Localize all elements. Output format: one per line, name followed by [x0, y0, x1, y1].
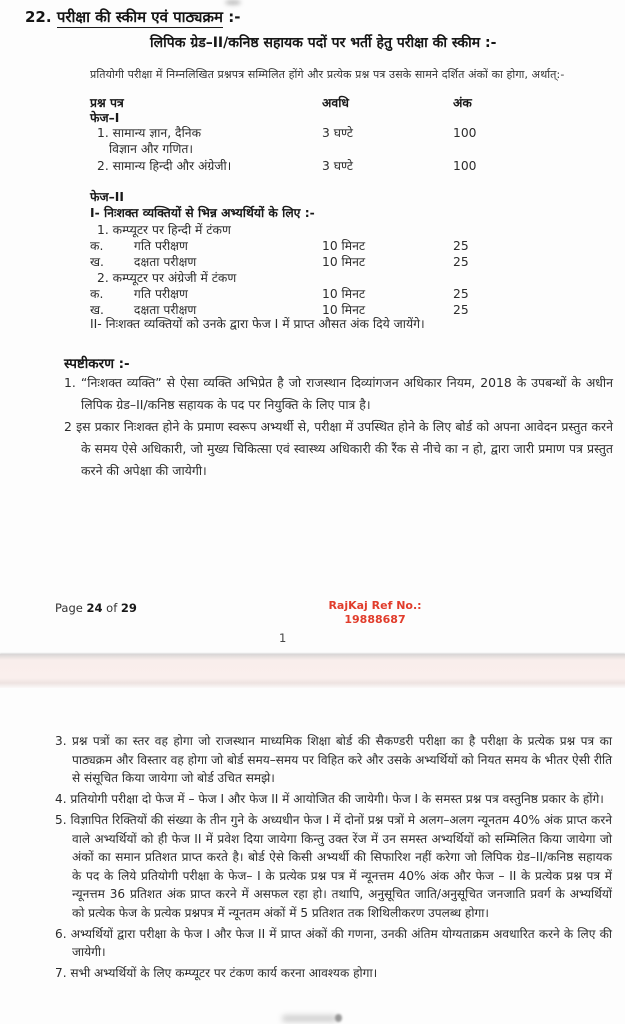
item-text: अभ्यर्थियों द्वारा परीक्षा के फेज I और फेज II में प्राप्त अंकों की गणना, उनकी अंतिम योग्यताक्रम अवधारित करने के लिए की जायेगी।	[70, 926, 612, 959]
page-number: Page 24 of 29	[55, 601, 137, 615]
duration-value: 3 घण्टे	[322, 126, 353, 140]
section-number: 22.	[25, 8, 52, 26]
notes-list	[55, 732, 612, 985]
clarification-item	[64, 416, 613, 482]
english-typing-label: 2. कम्प्यूटर पर अंग्रेजी में टंकण	[97, 271, 237, 285]
marks-value: 25	[453, 287, 469, 301]
phase2-section2-note: II- निःशक्त व्यक्तियों को उनके द्वारा फेज I में प्राप्त औसत अंक दिये जायेंगे।	[90, 317, 425, 331]
marks-value: 25	[453, 239, 469, 253]
item-number: 2	[64, 419, 72, 434]
hindi-typing-label: 1. कम्प्यूटर पर हिन्दी में टंकण	[97, 223, 231, 237]
rajkaj-ref-number: 19888687	[344, 613, 406, 626]
item-text: प्रतियोगी परीक्षा दो फेज में – फेज I और फेज II में आयोजित की जायेगी। फेज I के समस्त प्रश्न पत्र वस्तुनिष्ठ प्रकार के होंगे।	[70, 792, 604, 806]
marks-value: 100	[453, 126, 477, 140]
phase2-section1-heading: I- निःशक्त व्यक्तियों से भिन्न अभ्यर्थियों के लिए :-	[90, 206, 315, 220]
item-number: 6.	[55, 926, 67, 941]
test-name: दक्षता परीक्षण	[133, 303, 197, 317]
section-title-colon: :-	[222, 8, 241, 26]
test-name: गति परीक्षण	[133, 239, 188, 253]
item-number: 5.	[55, 813, 67, 827]
phase2-label: फेज–II	[90, 190, 124, 204]
duration-value: 10 मिनट	[322, 287, 366, 301]
duration-value: 3 घण्टे	[322, 159, 353, 173]
paper-name: 1. सामान्य ज्ञान, दैनिक	[97, 126, 202, 140]
item-text: “निःशक्त व्यक्ति” से ऐसा व्यक्ति अभिप्रेत है जो राजस्थान दिव्यांगजन अधिकार नियम, 2018 के उपबन्धों के अधीन लिपिक ग्रेड–II/कनिष्ठ सहायक के पद पर नियुक्ति के लिए पात्र है।	[80, 375, 613, 412]
clarification-item	[64, 372, 613, 416]
col-marks-header: अंक	[453, 96, 472, 110]
rajkaj-ref	[326, 599, 424, 627]
item-number: 3.	[55, 734, 67, 748]
list-item	[55, 925, 612, 962]
item-text: प्रश्न पत्रों का स्तर वह होगा जो राजस्थान माध्यमिक शिक्षा बोर्ड की सैकण्डरी परीक्षा का है परीक्षा के प्रत्येक प्रश्न पत्र का पाठ्यक्रम और विस्तार वह होगा जो बोर्ड समय–समय पर विहित करे और उसके अभ्यर्थियों को नियत समय के भीतर ऐसी रीति से संसूचित किया जायेगा जो बोर्ड उचित समझे।	[71, 734, 612, 785]
page-separator-band	[0, 654, 625, 688]
duration-value: 10 मिनट	[322, 239, 366, 253]
item-text: सभी अभ्यर्थियों के लिए कम्प्यूटर पर टंकण कार्य करना आवश्यक होगा।	[70, 966, 378, 980]
exam-scheme-subtitle: लिपिक ग्रेड–II/कनिष्ठ सहायक पदों पर भर्ती हेतु परीक्षा की स्कीम :-	[150, 35, 497, 51]
table-row-continuation	[90, 142, 614, 156]
col-duration-header: अवधि	[322, 96, 349, 110]
paper-name-line2: विज्ञान और गणित।	[109, 142, 194, 156]
table-row	[90, 239, 614, 253]
rajkaj-ref-label: RajKaj Ref No.:	[328, 599, 422, 612]
item-text: इस प्रकार निःशक्त होने के प्रमाण स्वरूप अभ्यर्थी से, परीक्षा में उपस्थित होने के लिए बोर्ड को अपना आवेदन प्रस्तुत करने के समय ऐसे अधिकारी, जो मुख्य चिकित्सा एवं स्वास्थ्य अधिकारी की रैंक से नीचे का न हो, द्वारा जारी प्रमाण पत्र प्रस्तुत करने की अपेक्षा की जायेगी।	[76, 419, 613, 478]
phase1-label: फेज–I	[90, 111, 120, 125]
section-title: परीक्षा की स्कीम एवं पाठ्यक्रम	[56, 8, 223, 26]
duration-value: 10 मिनट	[322, 255, 366, 269]
scan-artifact-dot	[335, 1014, 342, 1022]
list-item	[55, 964, 612, 983]
test-name: गति परीक्षण	[133, 287, 188, 301]
table-row	[90, 159, 614, 173]
item-text: विज्ञापित रिक्तियों की संख्या के तीन गुने के अध्यधीन फेज I में दोनों प्रश्न पत्रों मे अलग–अलग न्यूनतम 40% अंक प्राप्त करने वाले अभ्यर्थियों को ही फेज II में प्रवेश दिया जायेगा किन्तु उक्त रेंज में उन समस्त अभ्यर्थियों को सम्मिलित किया जायेगा जो अंकों का समान प्रतिशत प्राप्त करते है। बोर्ड ऐसे किसी अभ्यर्थी की सिफारिश नहीं करेगा जो लिपिक ग्रेड–II/कनिष्ठ सहायक के पद के लिये प्रतियोगी परीक्षा के फेज– I के प्रत्येक प्रश्न पत्र में न्यूनत्तम 40% अंक और फेज – II के प्रत्येक प्रश्न पत्र में न्यूनत्तम 36 प्रतिशत अंक प्राप्त करने में असफल रहा हो। तथापि, अनुसूचित जाति/अनुसूचित जनजाति प्रवर्ग के अभ्यर्थियों को प्रत्येक फेज के प्रत्येक प्रश्नपत्र में न्यूनतम अंकों में 5 प्रतिशत तक शिथिलीकरण उपलब्ध होगा।	[70, 813, 612, 920]
item-number: 1.	[64, 375, 76, 390]
row-serial: ख.	[90, 303, 104, 317]
marks-value: 25	[453, 303, 469, 317]
row-serial: ख.	[90, 255, 104, 269]
exam-scheme-table	[90, 0, 614, 340]
list-item	[55, 811, 612, 922]
table-row	[90, 126, 614, 140]
table-header-row	[90, 96, 614, 110]
duration-value: 10 मिनट	[322, 303, 366, 317]
list-item	[55, 790, 612, 809]
table-row	[90, 287, 614, 301]
intro-paragraph: प्रतियोगी परीक्षा में निम्नलिखित प्रश्नपत्र सम्मिलित होंगे और प्रत्येक प्रश्न पत्र उसके सामने दर्शित अंकों का होगा, अर्थात्:-	[90, 68, 565, 81]
list-item	[55, 732, 612, 788]
test-name: दक्षता परीक्षण	[133, 255, 197, 269]
clarification-heading: स्पष्टीकरण :-	[64, 356, 130, 372]
item-number: 7.	[55, 966, 67, 980]
marks-value: 25	[453, 255, 469, 269]
row-serial: क.	[90, 287, 104, 301]
page-marker: 1	[279, 631, 287, 645]
item-number: 4.	[55, 792, 67, 806]
col-paper-header: प्रश्न पत्र	[90, 96, 124, 110]
table-row	[90, 255, 614, 269]
marks-value: 100	[453, 159, 477, 173]
row-serial: क.	[90, 239, 104, 253]
table-row	[90, 303, 614, 317]
paper-name: 2. सामान्य हिन्दी और अंग्रेजी।	[97, 159, 232, 173]
clarification-list	[64, 372, 613, 482]
scan-artifact-bottom	[282, 1015, 337, 1022]
